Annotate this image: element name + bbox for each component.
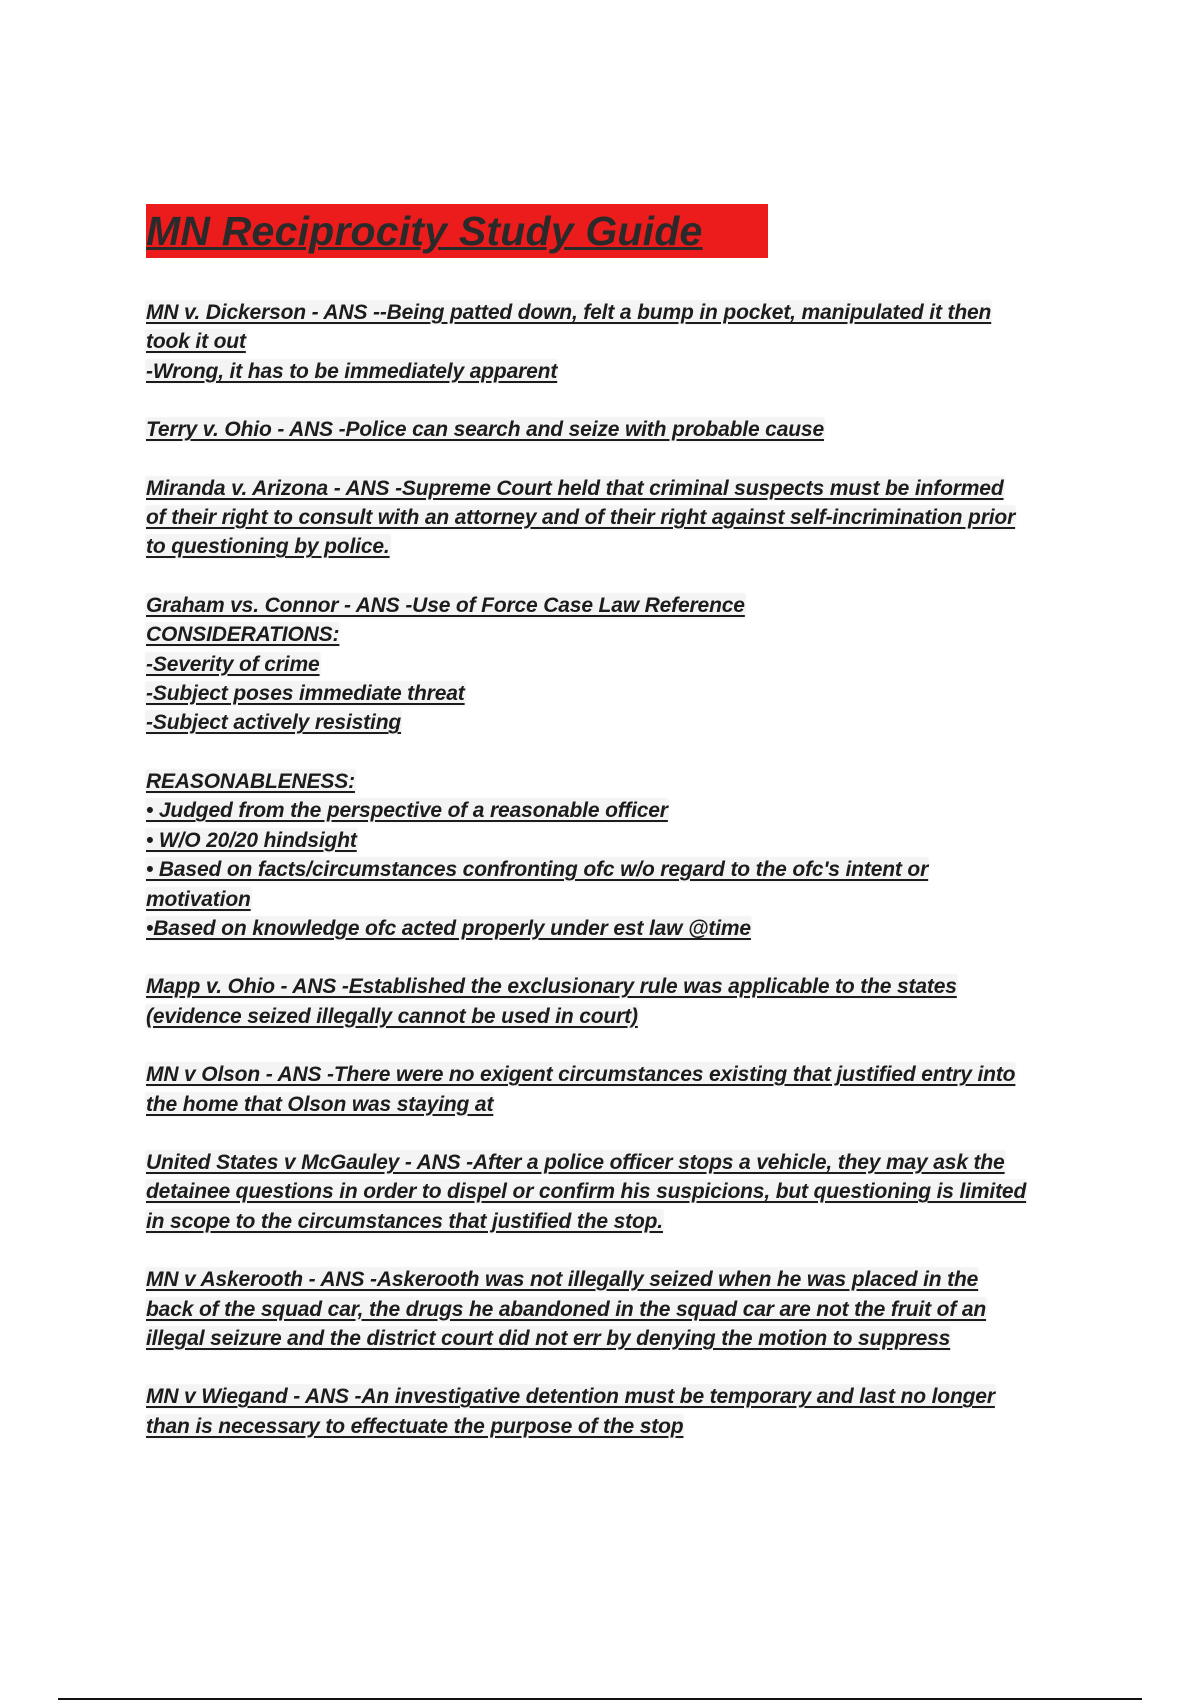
entry-line-text: to questioning by police.	[146, 535, 390, 559]
entry-line-text: took it out	[146, 330, 246, 354]
entry-line	[146, 474, 1096, 503]
page-title: MN Reciprocity Study Guide	[146, 208, 703, 254]
entry-line-text: of their right to consult with an attorney and of their right against self-incrimination prior	[146, 506, 1016, 530]
entry-line	[146, 826, 1096, 855]
entry-line	[146, 1002, 1096, 1031]
study-entry	[146, 1148, 1096, 1236]
entry-line-text: Terry v. Ohio - ANS -Police can search and seize with probable cause	[146, 418, 824, 442]
entry-line-text: Miranda v. Arizona - ANS -Supreme Court held that criminal suspects must be informed	[146, 476, 1004, 500]
entry-line-text: REASONABLENESS:	[146, 769, 355, 793]
entry-line-text: MN v. Dickerson - ANS --Being patted down, felt a bump in pocket, manipulated it then	[146, 301, 992, 324]
entry-line-text: than is necessary to effectuate the purpose of the stop	[146, 1414, 684, 1438]
entry-line	[146, 357, 1096, 386]
entry-line	[146, 885, 1096, 914]
entry-line	[146, 620, 1096, 649]
entry-line	[146, 1207, 1096, 1236]
entry-line	[146, 532, 1096, 561]
entry-line-text: back of the squad car, the drugs he abandoned in the squad car are not the fruit of an	[146, 1297, 987, 1321]
study-entry	[146, 298, 1096, 386]
entry-line-text: illegal seizure and the district court did not err by denying the motion to suppress	[146, 1326, 951, 1350]
entry-line-text: •Based on knowledge ofc acted properly under est law @time	[146, 916, 751, 940]
entry-line	[146, 914, 1096, 943]
entry-line	[146, 1090, 1096, 1119]
entry-line-text: -Subject poses immediate threat	[146, 682, 465, 706]
entry-line	[146, 796, 1096, 825]
entry-line	[146, 1412, 1096, 1441]
study-entry	[146, 1382, 1096, 1441]
entry-line-text: • Based on facts/circumstances confronting ofc w/o regard to the ofc's intent or	[146, 858, 929, 882]
entry-line-text: detainee questions in order to dispel or confirm his suspicions, but questioning is limited	[146, 1180, 1027, 1204]
entry-line-text: motivation	[146, 887, 251, 911]
study-entry	[146, 1060, 1096, 1119]
entry-line	[146, 1265, 1096, 1294]
entry-line	[146, 415, 1096, 444]
entry-line	[146, 1148, 1096, 1177]
entry-line-text: CONSIDERATIONS:	[146, 623, 340, 647]
study-entry	[146, 415, 1096, 444]
entry-line	[146, 591, 1096, 620]
entry-line	[146, 679, 1096, 708]
entry-line-text: (evidence seized illegally cannot be used in court)	[146, 1004, 638, 1028]
entry-line	[146, 972, 1096, 1001]
entry-line	[146, 298, 1096, 327]
study-entry	[146, 591, 1096, 943]
entry-line	[146, 503, 1096, 532]
entry-line-text: the home that Olson was staying at	[146, 1092, 494, 1116]
entry-line-text: Graham vs. Connor - ANS -Use of Force Case Law Reference	[146, 593, 745, 617]
study-guide-content	[146, 298, 1096, 1470]
entry-line	[146, 1382, 1096, 1411]
entry-spacer	[146, 738, 1096, 767]
entry-line	[146, 708, 1096, 737]
entry-line-text: in scope to the circumstances that justified the stop.	[146, 1209, 663, 1233]
entry-line	[146, 1324, 1096, 1353]
entry-line	[146, 1177, 1096, 1206]
entry-line-text: • W/O 20/20 hindsight	[146, 828, 357, 852]
study-entry	[146, 1265, 1096, 1353]
entry-line	[146, 650, 1096, 679]
entry-line	[146, 855, 1096, 884]
entry-line-text: MN v Askerooth - ANS -Askerooth was not illegally seized when he was placed in the	[146, 1268, 979, 1292]
study-entry	[146, 474, 1096, 562]
study-entry	[146, 972, 1096, 1031]
entry-line-text: -Severity of crime	[146, 652, 320, 676]
entry-line-text: -Wrong, it has to be immediately apparent	[146, 359, 558, 383]
entry-line-text: United States v McGauley - ANS -After a police officer stops a vehicle, they may ask the	[146, 1150, 1005, 1174]
entry-line	[146, 1295, 1096, 1324]
entry-line-text: Mapp v. Ohio - ANS -Established the exclusionary rule was applicable to the states	[146, 975, 957, 999]
entry-line	[146, 327, 1096, 356]
entry-line-text: MN v Wiegand - ANS -An investigative detention must be temporary and last no longer	[146, 1385, 995, 1409]
title-highlight	[146, 204, 768, 258]
entry-line-text: -Subject actively resisting	[146, 711, 402, 735]
entry-line-text: • Judged from the perspective of a reasonable officer	[146, 799, 668, 823]
entry-line-text: MN v Olson - ANS -There were no exigent circumstances existing that justified entry into	[146, 1063, 1016, 1087]
entry-line	[146, 1060, 1096, 1089]
entry-line	[146, 767, 1096, 796]
